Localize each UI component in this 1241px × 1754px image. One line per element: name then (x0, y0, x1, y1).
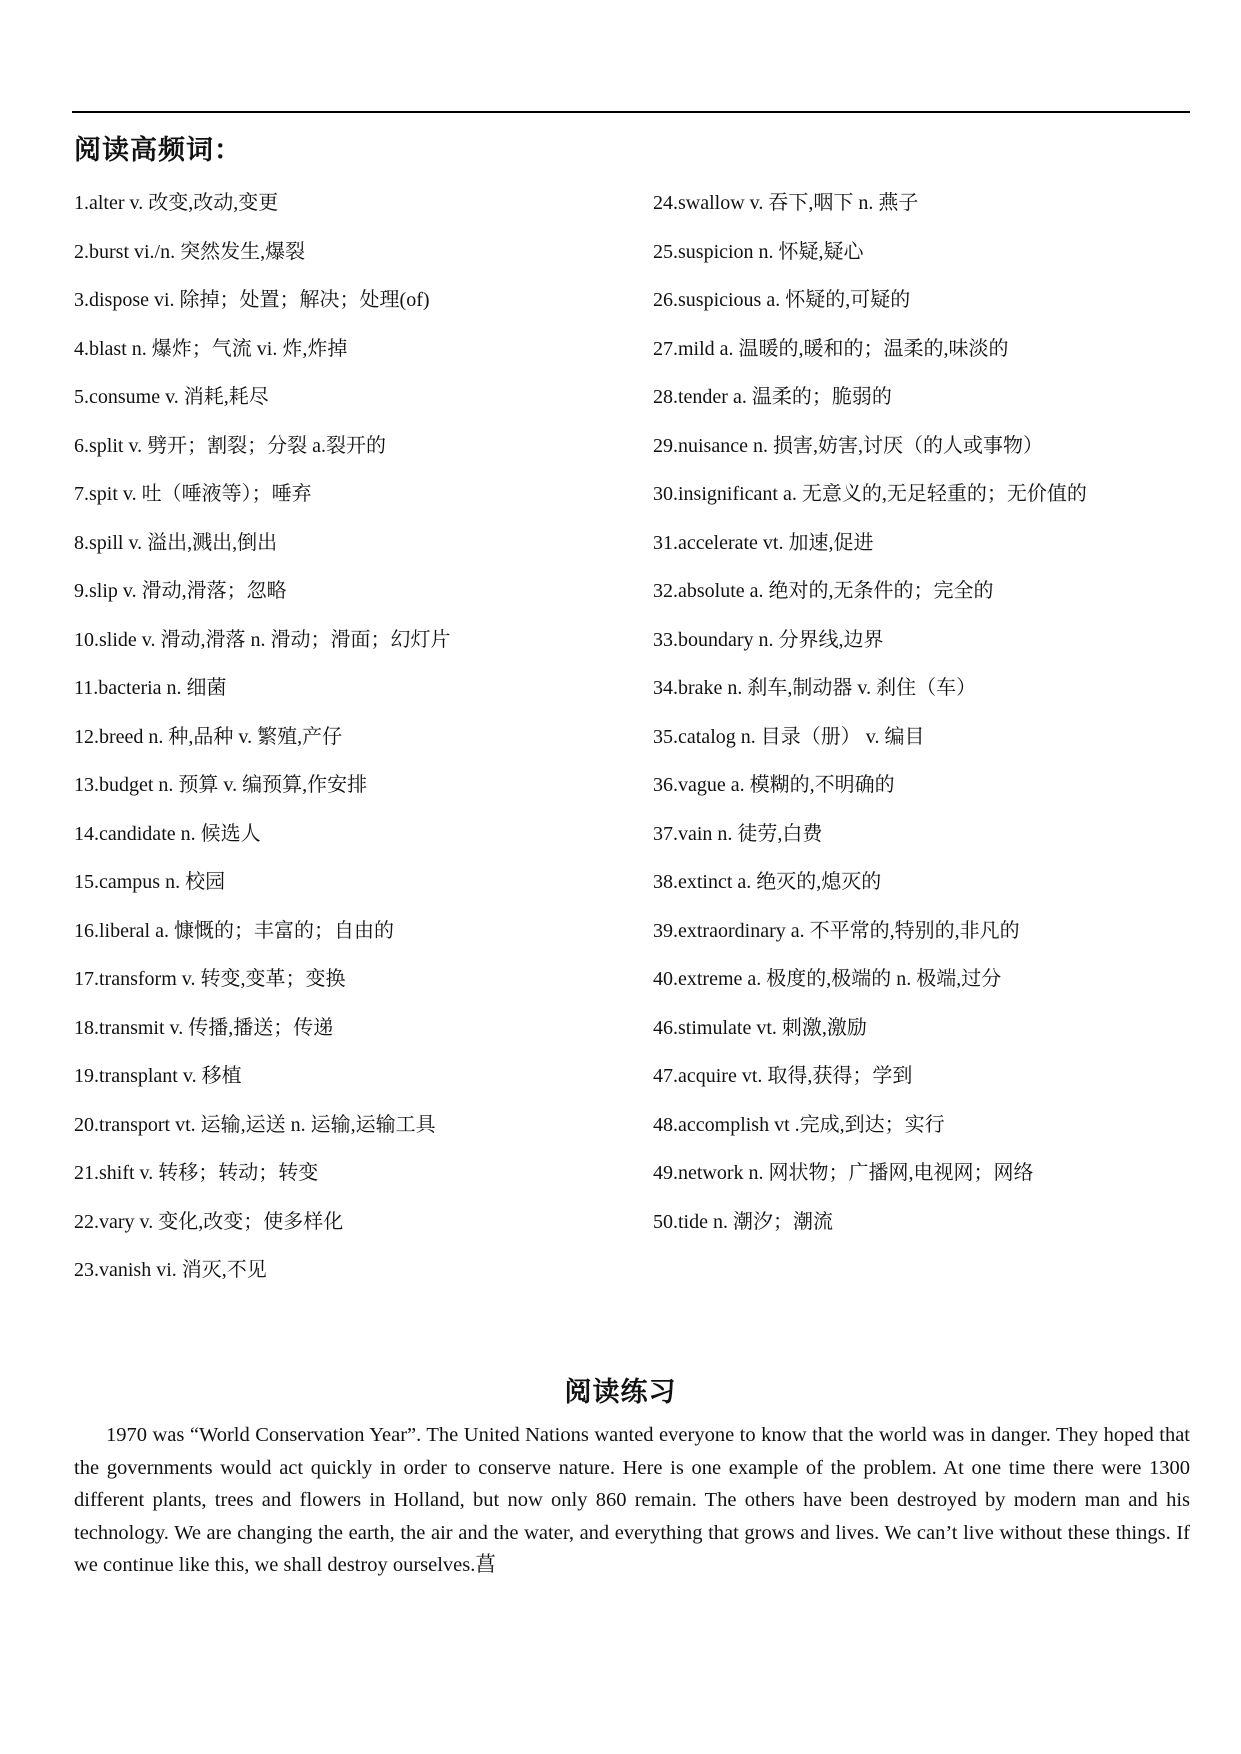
vocab-item: 9.slip v. 滑动,滑落；忽略 (74, 580, 287, 602)
vocab-item: 29.nuisance n. 损害,妨害,讨厌（的人或事物） (653, 434, 1043, 457)
vocab-item: 33.boundary n. 分界线,边界 (653, 628, 884, 651)
vocab-item: 35.catalog n. 目录（册） v. 编目 (653, 725, 925, 748)
vocab-item: 15.campus n. 校园 (74, 871, 226, 893)
vocab-item: 40.extreme a. 极度的,极端的 n. 极端,过分 (653, 968, 1002, 990)
vocab-item: 46.stimulate vt. 刺激,激励 (653, 1016, 867, 1039)
vocab-item: 10.slide v. 滑动,滑落 n. 滑动；滑面；幻灯片 (74, 628, 451, 651)
vocab-item: 13.budget n. 预算 v. 编预算,作安排 (74, 774, 368, 796)
vocab-item: 5.consume v. 消耗,耗尽 (74, 386, 269, 408)
vocab-left-column (74, 183, 634, 1299)
vocab-item: 31.accelerate vt. 加速,促进 (653, 531, 874, 554)
vocab-item: 18.transmit v. 传播,播送；传递 (74, 1016, 334, 1039)
vocab-item: 24.swallow v. 吞下,咽下 n. 燕子 (653, 192, 919, 214)
vocab-item: 16.liberal a. 慷慨的；丰富的；自由的 (74, 919, 394, 942)
vocab-item: 36.vague a. 模糊的,不明确的 (653, 774, 895, 796)
vocab-item: 30.insignificant a. 无意义的,无足轻重的；无价值的 (653, 483, 1087, 505)
exercise-title: 阅读练习 (564, 1377, 677, 1407)
vocab-item: 28.tender a. 温柔的；脆弱的 (653, 386, 892, 408)
vocab-right-column (653, 183, 1193, 1250)
vocab-item: 48.accomplish vt .完成,到达；实行 (653, 1113, 945, 1136)
vocab-item: 27.mild a. 温暖的,暖和的；温柔的,味淡的 (653, 337, 1009, 360)
vocab-item: 26.suspicious a. 怀疑的,可疑的 (653, 289, 911, 311)
top-divider (72, 111, 1190, 113)
vocab-item: 38.extinct a. 绝灭的,熄灭的 (653, 871, 882, 893)
vocab-item: 49.network n. 网状物；广播网,电视网；网络 (653, 1162, 1034, 1184)
vocab-item: 14.candidate n. 候选人 (74, 822, 261, 845)
vocab-item: 21.shift v. 转移；转动；转变 (74, 1162, 319, 1184)
vocab-item: 11.bacteria n. 细菌 (74, 677, 227, 699)
vocab-item: 17.transform v. 转变,变革；变换 (74, 968, 346, 990)
vocab-item: 22.vary v. 变化,改变；使多样化 (74, 1210, 344, 1233)
vocab-item: 20.transport vt. 运输,运送 n. 运输,运输工具 (74, 1113, 436, 1136)
vocab-item: 25.suspicion n. 怀疑,疑心 (653, 240, 864, 263)
vocab-item: 23.vanish vi. 消灭,不见 (74, 1259, 267, 1281)
vocab-item: 32.absolute a. 绝对的,无条件的；完全的 (653, 580, 994, 602)
vocab-item: 19.transplant v. 移植 (74, 1065, 242, 1087)
vocab-item: 2.burst vi./n. 突然发生,爆裂 (74, 240, 306, 263)
vocab-title: 阅读高频词： (74, 135, 242, 165)
vocab-item: 4.blast n. 爆炸；气流 vi. 炸,炸掉 (74, 337, 348, 360)
vocab-item: 47.acquire vt. 取得,获得；学到 (653, 1065, 913, 1087)
vocab-item: 6.split v. 劈开；割裂；分裂 a.裂开的 (74, 434, 387, 457)
vocab-item: 8.spill v. 溢出,溅出,倒出 (74, 531, 278, 554)
vocab-item: 37.vain n. 徒劳,白费 (653, 822, 823, 845)
reading-passage: 1970 was “World Conservation Year”. The United Nations wanted everyone to know that the world was in danger. They hoped that the governments would act quickly in order to conserve nature. Here is one example of the problem. At one time there were 1300 different plants, trees and flowers in Holland, but now only 860 remain. The others have been destroyed by modern man and his technology. We are changing the earth, the air and the water, and everything that grows and lives. We can’t live without these things. If we continue like this, we shall destroy ourselves.菖 (74, 1424, 1190, 1576)
vocab-item: 34.brake n. 刹车,制动器 v. 刹住（车） (653, 677, 977, 699)
vocab-item: 7.spit v. 吐（唾液等）；唾弃 (74, 483, 312, 505)
vocab-item: 50.tide n. 潮汐；潮流 (653, 1210, 833, 1233)
vocab-item: 3.dispose vi. 除掉；处置；解决；处理(of) (74, 289, 430, 311)
vocab-item: 1.alter v. 改变,改动,变更 (74, 192, 279, 214)
vocab-item: 39.extraordinary a. 不平常的,特别的,非凡的 (653, 919, 1020, 942)
vocab-item: 12.breed n. 种,品种 v. 繁殖,产仔 (74, 725, 343, 748)
